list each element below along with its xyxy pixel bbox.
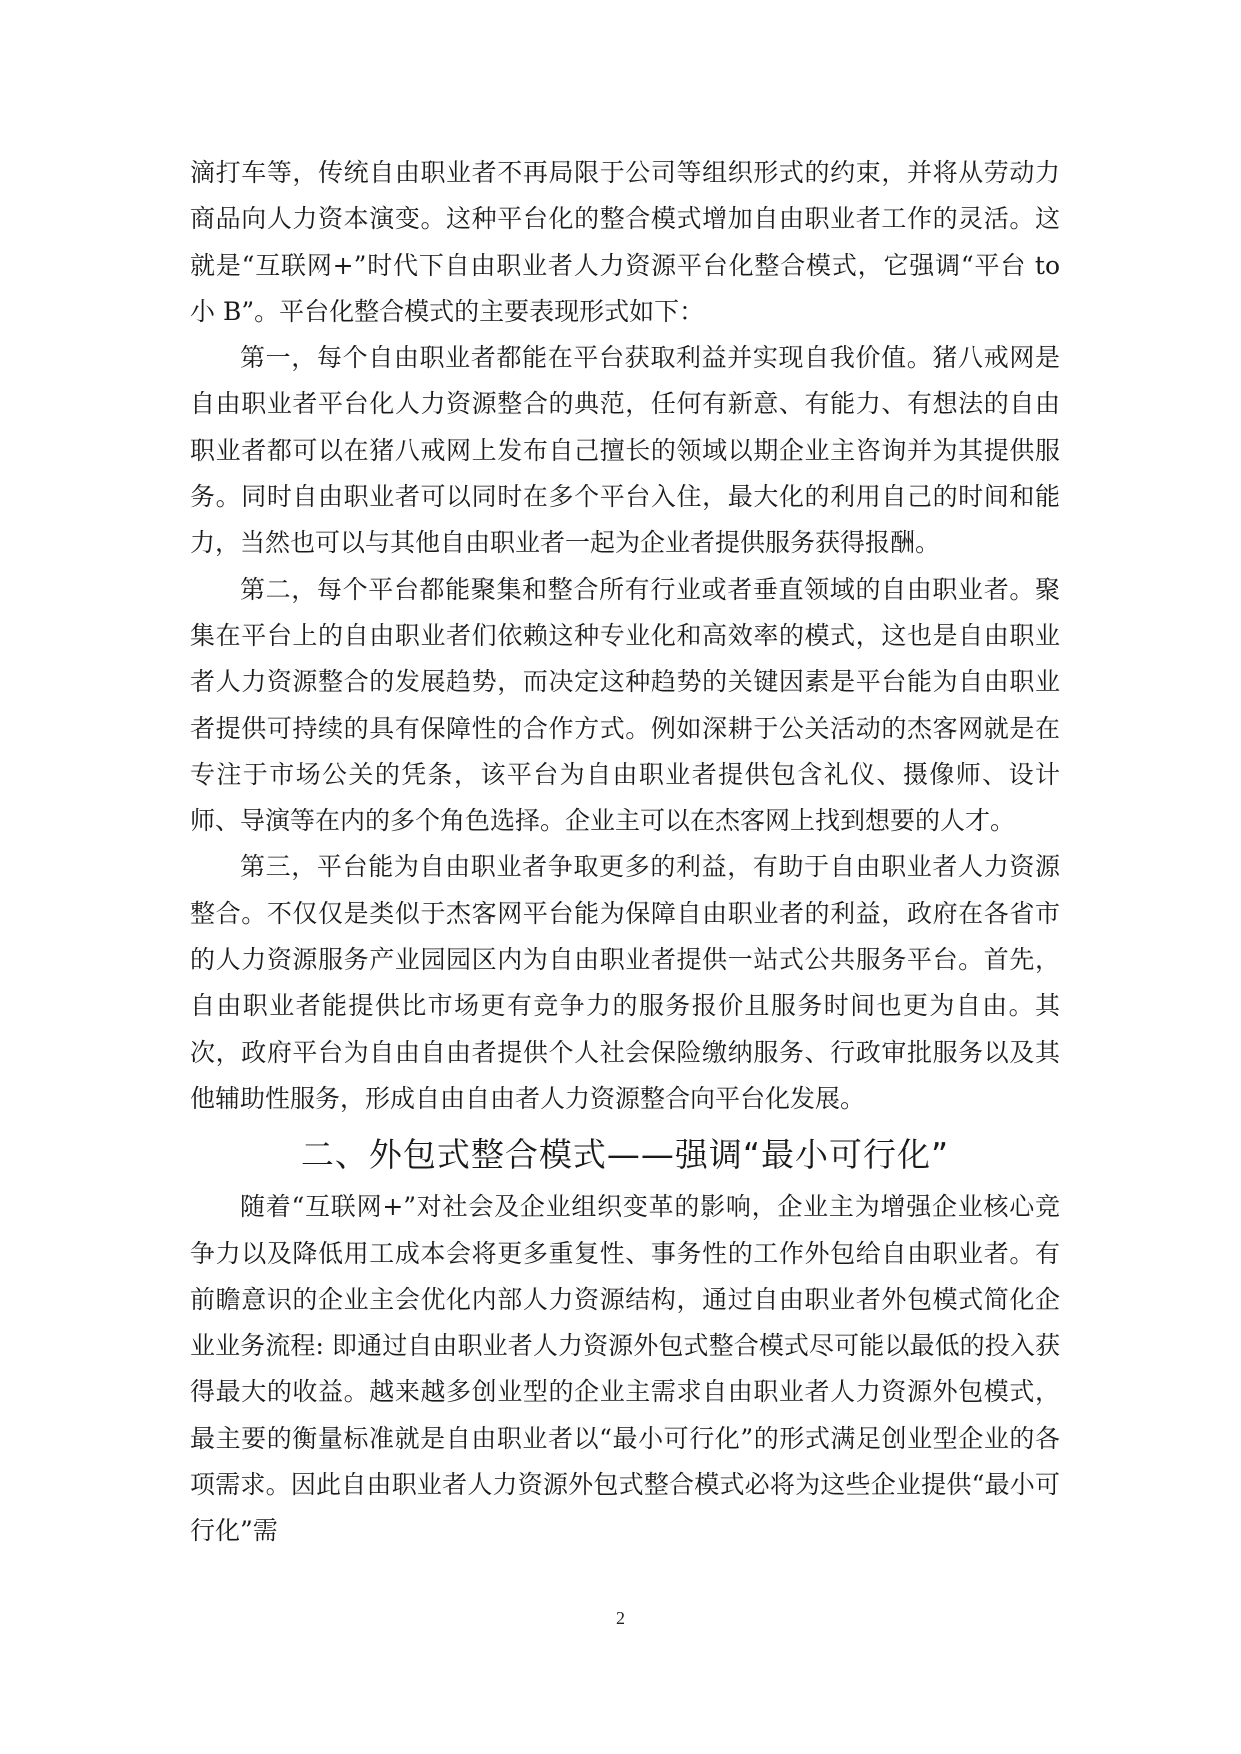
page-number: 2 bbox=[616, 1608, 625, 1628]
paragraph-continuation: 滴打车等，传统自由职业者不再局限于公司等组织形式的约束，并将从劳动力商品向人力资本演变。这种平台化的整合模式增加自由职业者工作的灵活。这就是“互联网+”时代下自由职业者人力资源平台化整合模式，它强调“平台 to 小 B”。平台化整合模式的主要表现形式如下： bbox=[190, 158, 1060, 326]
paragraph-second-point: 第二，每个平台都能聚集和整合所有行业或者垂直领域的自由职业者。聚集在平台上的自由职业者们依赖这种专业化和高效率的模式，这也是自由职业者人力资源整合的发展趋势，而决定这种趋势的关键因素是平台能为自由职业者提供可持续的具有保障性的合作方式。例如深耕于公关活动的杰客网就是在专注于市场公关的凭条，该平台为自由职业者提供包含礼仪、摄像师、设计师、导演等在内的多个角色选择。企业主可以在杰客网上找到想要的人才。 bbox=[190, 574, 1060, 836]
paragraph-third-point: 第三，平台能为自由职业者争取更多的利益，有助于自由职业者人力资源整合。不仅仅是类似于杰客网平台能为保障自由职业者的利益，政府在各省市的人力资源服务产业园园区内为自由职业者提供一站式公共服务平台。首先，自由职业者能提供比市场更有竞争力的服务报价且服务时间也更为自由。其次，政府平台为自由自由者提供个人社会保险缴纳服务、行政审批服务以及其他辅助性服务，形成自由自由者人力资源整合向平台化发展。 bbox=[190, 852, 1060, 1113]
paragraph-outsourcing: 随着“互联网+”对社会及企业组织变革的影响，企业主为增强企业核心竞争力以及降低用工成本会将更多重复性、事务性的工作外包给自由职业者。有前瞻意识的企业主会优化内部人力资源结构，通过自由职业者外包模式简化企业业务流程: 即通过自由职业者人力资源外包式整合模式尽可能以最低的投入获得最大的收益。越来越多创业型的企业主需求自由职业者人力资源外包模式，最主要的衡量标准就是自由职业者以“最小可行化”的形式满足创业型企业的各项需求。因此自由职业者人力资源外包式整合模式必将为这些企业提供“最小可行化”需 bbox=[190, 1192, 1060, 1546]
body-text bbox=[190, 150, 1060, 1555]
section-heading: 二、外包式整合模式——强调“最小可行化” bbox=[300, 1135, 950, 1175]
paragraph-first-point: 第一，每个自由职业者都能在平台获取利益并实现自我价值。猪八戒网是自由职业者平台化人力资源整合的典范，任何有新意、有能力、有想法的自由职业者都可以在猪八戒网上发布自己擅长的领域以期企业主咨询并为其提供服务。同时自由职业者可以同时在多个平台入住，最大化的利用自己的时间和能力，当然也可以与其他自由职业者一起为企业者提供服务获得报酬。 bbox=[190, 343, 1060, 558]
